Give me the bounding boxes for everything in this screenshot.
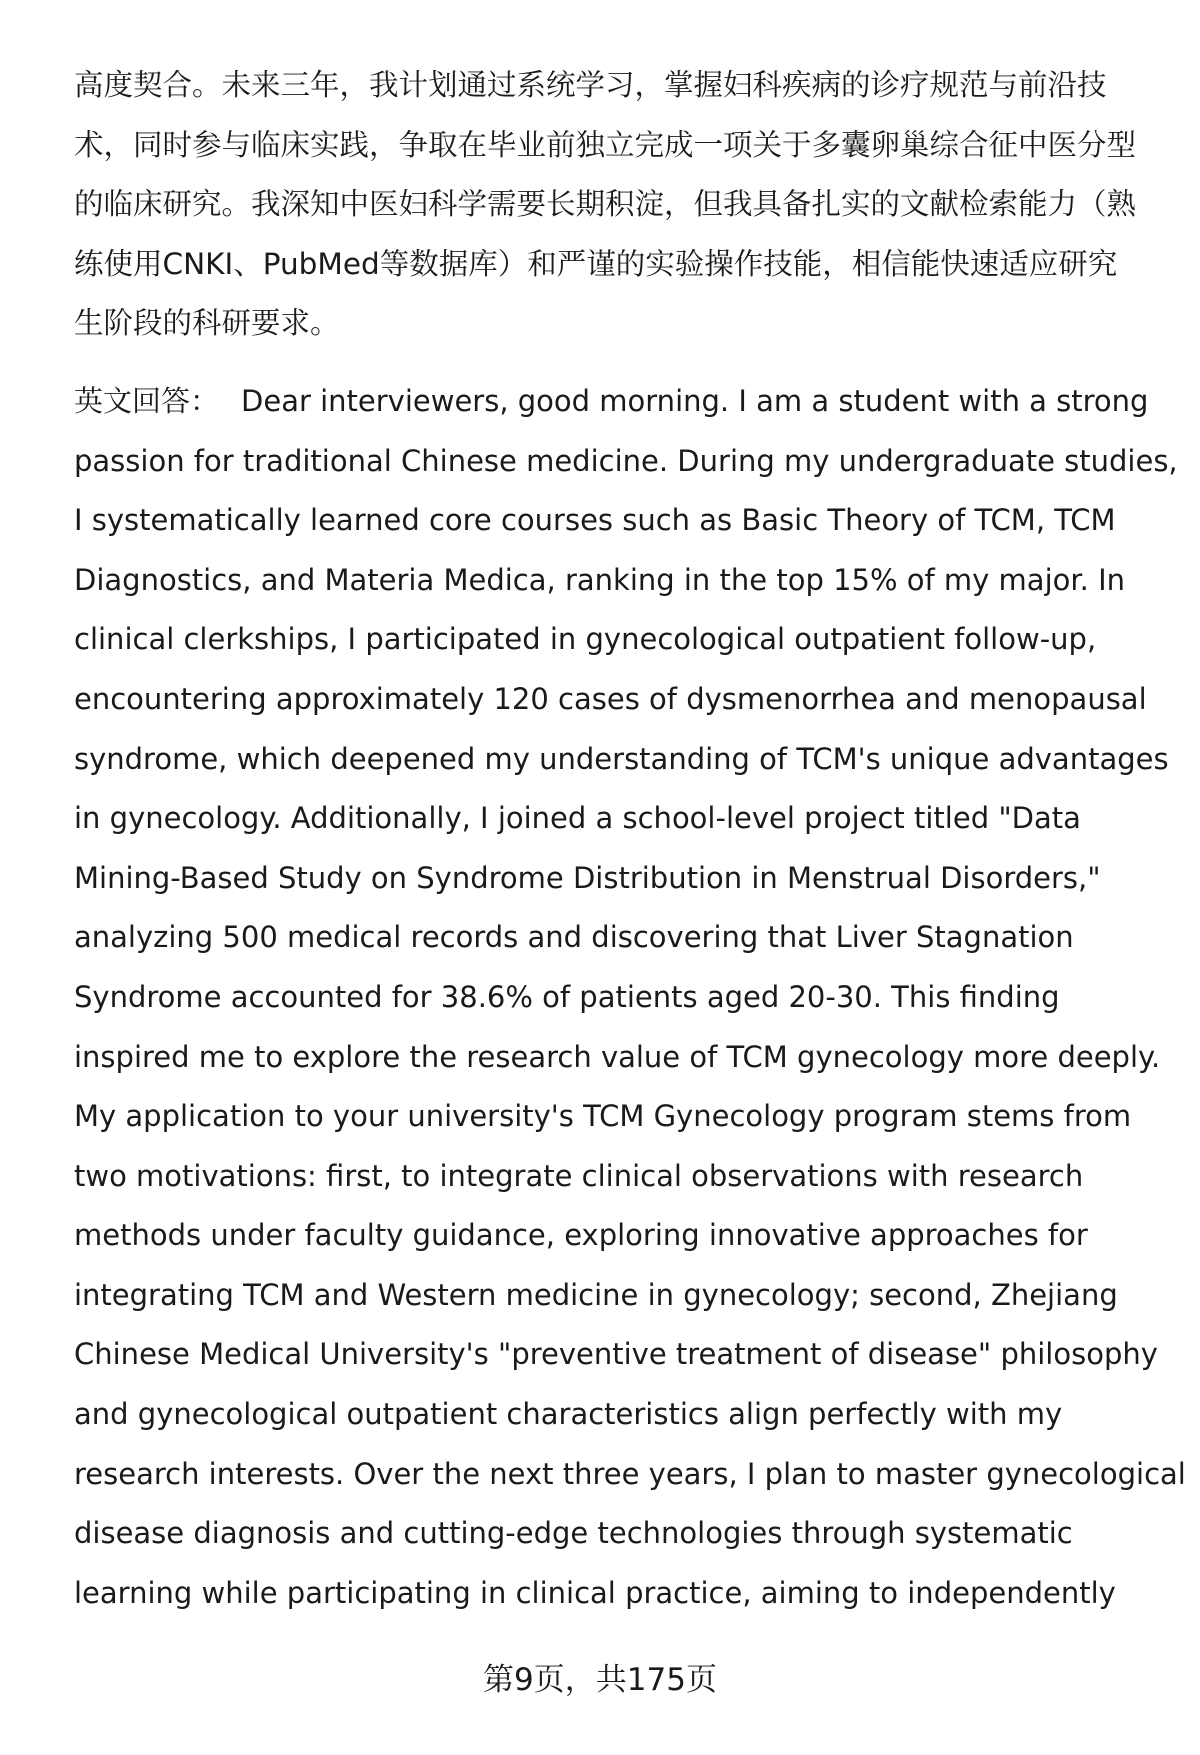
text-line: disease diagnosis and cutting-edge technologies through systematic	[74, 1516, 1073, 1551]
text-line: 术，同时参与临床实践，争取在毕业前独立完成一项关于多囊卵巢综合征中医分型	[74, 127, 1137, 162]
text-line: inspired me to explore the research value of TCM gynecology more deeply.	[74, 1039, 1161, 1074]
text-line: clinical clerkships, I participated in gynecological outpatient follow-up,	[74, 622, 1097, 657]
text-line: integrating TCM and Western medicine in gynecology; second, Zhejiang	[74, 1277, 1118, 1312]
text-line: analyzing 500 medical records and discovering that Liver Stagnation	[74, 920, 1074, 955]
text-line: passion for traditional Chinese medicine. During my undergraduate studies,	[74, 443, 1178, 478]
page-content	[74, 56, 1186, 1623]
text-line: research interests. Over the next three years, I plan to master gynecological	[74, 1456, 1186, 1491]
text-line: 的临床研究。我深知中医妇科学需要长期积淀，但我具备扎实的文献检索能力（熟	[74, 187, 1137, 222]
text-line: My application to your university's TCM Gynecology program stems from	[74, 1099, 1132, 1134]
chinese-answer-paragraph	[74, 56, 1154, 354]
text-line: Mining-Based Study on Syndrome Distribution in Menstrual Disorders,"	[74, 860, 1101, 895]
text-line: 练使用CNKI、PubMed等数据库）和严谨的实验操作技能，相信能快速适应研究	[74, 246, 1118, 281]
text-line: Chinese Medical University's "preventive treatment of disease" philosophy	[74, 1337, 1158, 1372]
paragraph-spacer	[74, 354, 1154, 372]
text-line: Syndrome accounted for 38.6% of patients aged 20-30. This finding	[74, 979, 1060, 1014]
english-answer-paragraph	[74, 372, 1186, 1623]
text-line-first	[74, 372, 1154, 432]
text-line: learning while participating in clinical practice, aiming to independently	[74, 1575, 1116, 1610]
english-answer-label: 英文回答：	[74, 383, 220, 418]
text-line: encountering approximately 120 cases of dysmenorrhea and menopausal	[74, 681, 1147, 716]
text-line: 生阶段的科研要求。	[74, 306, 340, 341]
text-line: 高度契合。未来三年，我计划通过系统学习，掌握妇科疾病的诊疗规范与前沿技	[74, 68, 1107, 102]
text-line: methods under faculty guidance, exploring innovative approaches for	[74, 1218, 1088, 1253]
text-line: and gynecological outpatient characteristics align perfectly with my	[74, 1397, 1063, 1432]
text-line: syndrome, which deepened my understanding of TCM's unique advantages	[74, 741, 1169, 776]
text-line-first-content: Dear interviewers, good morning. I am a student with a strong	[241, 383, 1149, 418]
text-line: I systematically learned core courses such as Basic Theory of TCM, TCM	[74, 503, 1116, 538]
page-number-footer: 第9页，共175页	[483, 1662, 717, 1698]
text-line: Diagnostics, and Materia Medica, ranking in the top 15% of my major. In	[74, 562, 1126, 597]
text-line: in gynecology. Additionally, I joined a school-level project titled "Data	[74, 801, 1081, 836]
text-line: two motivations: first, to integrate clinical observations with research	[74, 1158, 1084, 1193]
